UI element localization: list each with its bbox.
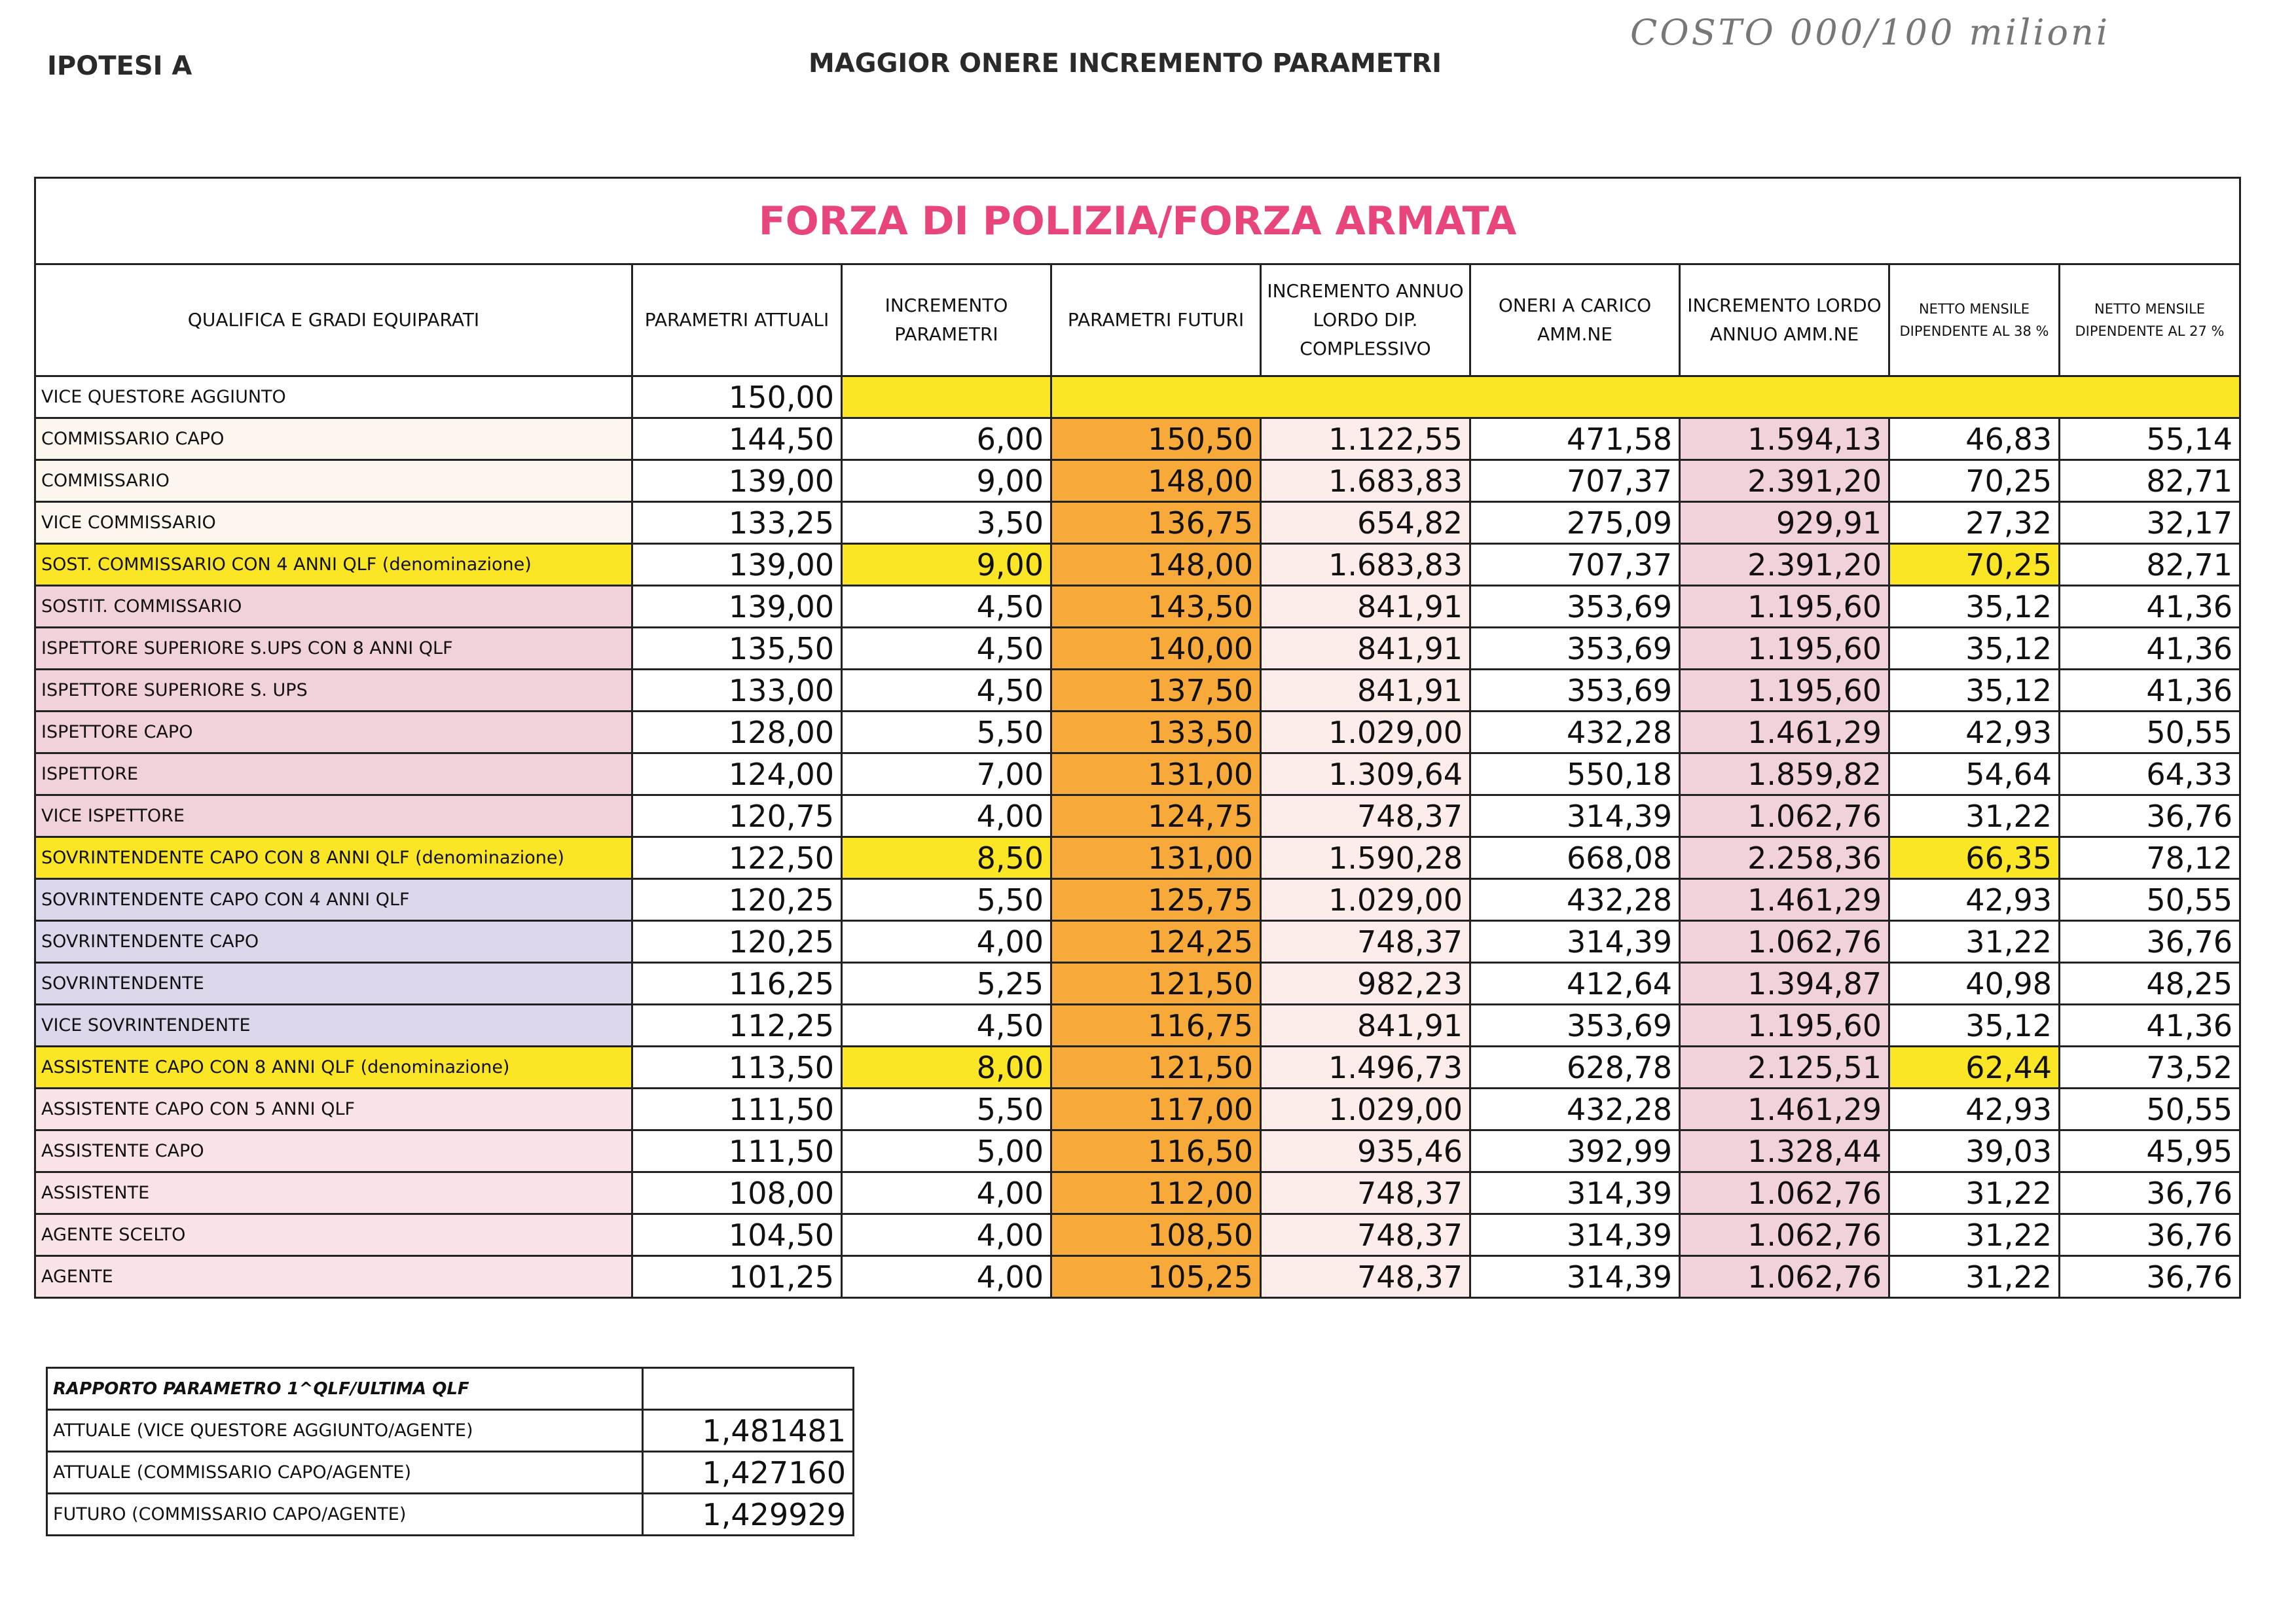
cell-netto-27: 41,36 xyxy=(2060,628,2240,670)
cell-netto-38: 31,22 xyxy=(1889,1172,2060,1214)
cell-netto-38: 35,12 xyxy=(1889,670,2060,712)
cell-qualifica: ASSISTENTE CAPO CON 5 ANNI QLF xyxy=(35,1089,632,1130)
cell-incremento-parametri: 7,00 xyxy=(842,753,1051,795)
cell-parametri-futuri: 131,00 xyxy=(1051,753,1261,795)
cell-incremento-annuo: 748,37 xyxy=(1261,1256,1470,1298)
cell-incremento-parametri: 9,00 xyxy=(842,544,1051,586)
cell-parametri-futuri: 140,00 xyxy=(1051,628,1261,670)
ratio-label: FUTURO (COMMISSARIO CAPO/AGENTE) xyxy=(47,1494,643,1536)
cell-netto-27: 55,14 xyxy=(2060,418,2240,460)
cell-netto-38: 39,03 xyxy=(1889,1130,2060,1172)
table-row xyxy=(35,544,2240,586)
table-row xyxy=(35,1256,2240,1298)
cell-incremento-annuo: 935,46 xyxy=(1261,1130,1470,1172)
table-row xyxy=(35,963,2240,1005)
cell-netto-27: 82,71 xyxy=(2060,460,2240,502)
cell-incremento-parametri: 5,50 xyxy=(842,1089,1051,1130)
cell-qualifica: SOVRINTENDENTE CAPO xyxy=(35,921,632,963)
cell-netto-38: 31,22 xyxy=(1889,1256,2060,1298)
cell-netto-27: 36,76 xyxy=(2060,1172,2240,1214)
col-header-oneri: ONERI A CARICO AMM.NE xyxy=(1470,264,1680,376)
ratio-value: 1,427160 xyxy=(643,1452,854,1494)
table-row xyxy=(35,1005,2240,1047)
cell-parametri-attuali: 133,25 xyxy=(632,502,842,544)
table-row xyxy=(35,921,2240,963)
cell-qualifica: SOVRINTENDENTE CAPO CON 8 ANNI QLF (denominazione) xyxy=(35,837,632,879)
cell-incremento-parametri xyxy=(842,376,1051,418)
table-row xyxy=(35,1172,2240,1214)
cell-parametri-attuali: 120,75 xyxy=(632,795,842,837)
cell-parametri-attuali: 139,00 xyxy=(632,544,842,586)
cell-incremento-annuo: 1.029,00 xyxy=(1261,712,1470,753)
cell-netto-27: 32,17 xyxy=(2060,502,2240,544)
cell-incremento-annuo: 1.496,73 xyxy=(1261,1047,1470,1089)
cell-parametri-futuri: 124,25 xyxy=(1051,921,1261,963)
ratio-value: 1,429929 xyxy=(643,1494,854,1536)
cell-incremento-lordo: 1.195,60 xyxy=(1680,670,1889,712)
cell-parametri-attuali: 122,50 xyxy=(632,837,842,879)
cell-incremento-parametri: 4,50 xyxy=(842,586,1051,628)
cell-oneri: 628,78 xyxy=(1470,1047,1680,1089)
cell-incremento-parametri: 4,50 xyxy=(842,1005,1051,1047)
cell-oneri: 314,39 xyxy=(1470,1256,1680,1298)
cell-oneri: 412,64 xyxy=(1470,963,1680,1005)
cell-incremento-lordo: 2.391,20 xyxy=(1680,544,1889,586)
ratio-value: 1,481481 xyxy=(643,1410,854,1452)
cell-netto-38: 42,93 xyxy=(1889,712,2060,753)
cell-netto-27: 78,12 xyxy=(2060,837,2240,879)
cell-oneri: 707,37 xyxy=(1470,460,1680,502)
cell-oneri: 314,39 xyxy=(1470,1214,1680,1256)
cell-netto-27: 50,55 xyxy=(2060,712,2240,753)
cell-qualifica: VICE COMMISSARIO xyxy=(35,502,632,544)
cell-incremento-lordo: 1.195,60 xyxy=(1680,1005,1889,1047)
cell-netto-38: 66,35 xyxy=(1889,837,2060,879)
cell-parametri-attuali: 120,25 xyxy=(632,921,842,963)
table-row xyxy=(35,670,2240,712)
cell-incremento-annuo: 1.590,28 xyxy=(1261,837,1470,879)
col-header-netto-27: NETTO MENSILE DIPENDENTE AL 27 % xyxy=(2060,264,2240,376)
cell-netto-27: 41,36 xyxy=(2060,586,2240,628)
table-row xyxy=(35,1130,2240,1172)
col-header-netto-38: NETTO MENSILE DIPENDENTE AL 38 % xyxy=(1889,264,2060,376)
cell-qualifica: SOVRINTENDENTE xyxy=(35,963,632,1005)
cell-netto-27: 41,36 xyxy=(2060,670,2240,712)
cell-parametri-futuri: 105,25 xyxy=(1051,1256,1261,1298)
cell-incremento-annuo: 1.683,83 xyxy=(1261,544,1470,586)
cell-oneri: 471,58 xyxy=(1470,418,1680,460)
cell-parametri-futuri: 133,50 xyxy=(1051,712,1261,753)
cell-incremento-annuo: 1.029,00 xyxy=(1261,879,1470,921)
cell-incremento-parametri: 5,50 xyxy=(842,712,1051,753)
cell-incremento-annuo: 1.122,55 xyxy=(1261,418,1470,460)
page-center-title: MAGGIOR ONERE INCREMENTO PARAMETRI xyxy=(809,48,1442,79)
cell-qualifica: AGENTE SCELTO xyxy=(35,1214,632,1256)
ratio-heading: RAPPORTO PARAMETRO 1^QLF/ULTIMA QLF xyxy=(47,1368,643,1410)
cell-parametri-futuri: 108,50 xyxy=(1051,1214,1261,1256)
cell-netto-27: 36,76 xyxy=(2060,921,2240,963)
cell-netto-27: 64,33 xyxy=(2060,753,2240,795)
cell-incremento-annuo: 982,23 xyxy=(1261,963,1470,1005)
cell-netto-38: 70,25 xyxy=(1889,544,2060,586)
cell-incremento-annuo: 748,37 xyxy=(1261,921,1470,963)
cell-incremento-parametri: 4,00 xyxy=(842,1172,1051,1214)
cell-qualifica: AGENTE xyxy=(35,1256,632,1298)
cell-netto-38: 54,64 xyxy=(1889,753,2060,795)
cell-parametri-attuali: 111,50 xyxy=(632,1089,842,1130)
cell-netto-38: 35,12 xyxy=(1889,628,2060,670)
cell-incremento-annuo: 1.029,00 xyxy=(1261,1089,1470,1130)
cell-qualifica: COMMISSARIO xyxy=(35,460,632,502)
cell-incremento-parametri: 4,50 xyxy=(842,670,1051,712)
cell-oneri: 432,28 xyxy=(1470,879,1680,921)
cell-incremento-annuo: 841,91 xyxy=(1261,1005,1470,1047)
cell-netto-38: 46,83 xyxy=(1889,418,2060,460)
cell-oneri: 353,69 xyxy=(1470,670,1680,712)
cell-parametri-futuri: 112,00 xyxy=(1051,1172,1261,1214)
cell-oneri: 314,39 xyxy=(1470,921,1680,963)
cell-incremento-lordo: 2.258,36 xyxy=(1680,837,1889,879)
cell-incremento-lordo: 1.594,13 xyxy=(1680,418,1889,460)
col-header-parametri-futuri: PARAMETRI FUTURI xyxy=(1051,264,1261,376)
ratio-label: ATTUALE (COMMISSARIO CAPO/AGENTE) xyxy=(47,1452,643,1494)
col-header-incremento-annuo: INCREMENTO ANNUO LORDO DIP. COMPLESSIVO xyxy=(1261,264,1470,376)
cell-netto-27: 48,25 xyxy=(2060,963,2240,1005)
table-title: FORZA DI POLIZIA/FORZA ARMATA xyxy=(35,178,2240,264)
col-header-parametri-attuali: PARAMETRI ATTUALI xyxy=(632,264,842,376)
cell-incremento-parametri: 4,00 xyxy=(842,1256,1051,1298)
cell-incremento-annuo: 748,37 xyxy=(1261,795,1470,837)
cell-parametri-attuali: 116,25 xyxy=(632,963,842,1005)
cell-qualifica: VICE SOVRINTENDENTE xyxy=(35,1005,632,1047)
cell-oneri: 353,69 xyxy=(1470,1005,1680,1047)
cell-netto-27: 50,55 xyxy=(2060,1089,2240,1130)
col-header-qualifica: QUALIFICA E GRADI EQUIPARATI xyxy=(35,264,632,376)
cell-netto-38: 31,22 xyxy=(1889,921,2060,963)
cell-netto-38: 35,12 xyxy=(1889,1005,2060,1047)
table-row xyxy=(35,837,2240,879)
cell-parametri-attuali: 112,25 xyxy=(632,1005,842,1047)
cell-qualifica: ASSISTENTE xyxy=(35,1172,632,1214)
cell-netto-38: 27,32 xyxy=(1889,502,2060,544)
cell-parametri-attuali: 108,00 xyxy=(632,1172,842,1214)
cell-parametri-futuri: 121,50 xyxy=(1051,963,1261,1005)
cell-incremento-lordo: 1.062,76 xyxy=(1680,1172,1889,1214)
cell-oneri: 432,28 xyxy=(1470,1089,1680,1130)
cell-oneri: 668,08 xyxy=(1470,837,1680,879)
cell-parametri-attuali: 135,50 xyxy=(632,628,842,670)
cell-incremento-annuo: 748,37 xyxy=(1261,1214,1470,1256)
cell-incremento-lordo: 1.062,76 xyxy=(1680,1214,1889,1256)
cell-incremento-annuo: 748,37 xyxy=(1261,1172,1470,1214)
cell-incremento-lordo: 2.125,51 xyxy=(1680,1047,1889,1089)
cell-qualifica: ISPETTORE xyxy=(35,753,632,795)
cell-qualifica: VICE ISPETTORE xyxy=(35,795,632,837)
cell-incremento-parametri: 4,50 xyxy=(842,628,1051,670)
cell-qualifica: COMMISSARIO CAPO xyxy=(35,418,632,460)
cell-incremento-lordo: 1.461,29 xyxy=(1680,712,1889,753)
ratio-table xyxy=(46,1367,854,1536)
cell-parametri-attuali: 139,00 xyxy=(632,460,842,502)
cell-incremento-parametri: 4,00 xyxy=(842,921,1051,963)
cell-netto-38: 31,22 xyxy=(1889,1214,2060,1256)
cell-incremento-parametri: 8,00 xyxy=(842,1047,1051,1089)
cell-incremento-parametri: 4,00 xyxy=(842,1214,1051,1256)
cell-incremento-parametri: 9,00 xyxy=(842,460,1051,502)
cell-qualifica: ISPETTORE SUPERIORE S. UPS xyxy=(35,670,632,712)
cell-incremento-parametri: 5,50 xyxy=(842,879,1051,921)
cell-parametri-attuali: 128,00 xyxy=(632,712,842,753)
cell-parametri-futuri: 148,00 xyxy=(1051,544,1261,586)
cell-oneri: 353,69 xyxy=(1470,586,1680,628)
cell-oneri: 707,37 xyxy=(1470,544,1680,586)
cell-parametri-attuali: 144,50 xyxy=(632,418,842,460)
cell-netto-38: 35,12 xyxy=(1889,586,2060,628)
table-row xyxy=(35,418,2240,460)
cell-incremento-parametri: 4,00 xyxy=(842,795,1051,837)
cell-qualifica: ASSISTENTE CAPO CON 8 ANNI QLF (denominazione) xyxy=(35,1047,632,1089)
cell-parametri-futuri: 116,75 xyxy=(1051,1005,1261,1047)
table-row xyxy=(35,502,2240,544)
cell-incremento-annuo: 841,91 xyxy=(1261,586,1470,628)
table-row xyxy=(35,586,2240,628)
cell-incremento-lordo: 1.394,87 xyxy=(1680,963,1889,1005)
cell-parametri-attuali: 133,00 xyxy=(632,670,842,712)
cell-incremento-annuo: 654,82 xyxy=(1261,502,1470,544)
cell-netto-27: 41,36 xyxy=(2060,1005,2240,1047)
cell-incremento-lordo: 1.062,76 xyxy=(1680,795,1889,837)
table-row xyxy=(35,795,2240,837)
cell-parametri-attuali: 124,00 xyxy=(632,753,842,795)
cell-incremento-annuo: 1.683,83 xyxy=(1261,460,1470,502)
cell-parametri-futuri: 131,00 xyxy=(1051,837,1261,879)
cell-incremento-parametri: 5,00 xyxy=(842,1130,1051,1172)
cell-incremento-annuo: 841,91 xyxy=(1261,628,1470,670)
cell-incremento-lordo: 1.859,82 xyxy=(1680,753,1889,795)
cell-incremento-parametri: 6,00 xyxy=(842,418,1051,460)
cell-netto-38: 70,25 xyxy=(1889,460,2060,502)
table-row xyxy=(35,879,2240,921)
table-row xyxy=(35,628,2240,670)
cell-parametri-futuri: 148,00 xyxy=(1051,460,1261,502)
handwritten-note: COSTO 000/100 milioni xyxy=(1630,12,2111,53)
col-header-incremento-lordo: INCREMENTO LORDO ANNUO AMM.NE xyxy=(1680,264,1889,376)
cell-parametri-futuri: 124,75 xyxy=(1051,795,1261,837)
cell-parametri-attuali: 139,00 xyxy=(632,586,842,628)
cell-oneri: 432,28 xyxy=(1470,712,1680,753)
cell-incremento-parametri: 8,50 xyxy=(842,837,1051,879)
cell-netto-27: 50,55 xyxy=(2060,879,2240,921)
cell-netto-27: 36,76 xyxy=(2060,1214,2240,1256)
cell-qualifica: SOST. COMMISSARIO CON 4 ANNI QLF (denominazione) xyxy=(35,544,632,586)
col-header-incremento-parametri: INCREMENTO PARAMETRI xyxy=(842,264,1051,376)
ratio-heading-blank xyxy=(643,1368,854,1410)
cell-netto-27: 36,76 xyxy=(2060,1256,2240,1298)
table-row xyxy=(35,753,2240,795)
cell-parametri-futuri: 121,50 xyxy=(1051,1047,1261,1089)
table-row xyxy=(35,1089,2240,1130)
cell-incremento-lordo: 1.461,29 xyxy=(1680,879,1889,921)
cell-incremento-lordo: 1.195,60 xyxy=(1680,628,1889,670)
cell-oneri: 314,39 xyxy=(1470,1172,1680,1214)
cell-netto-38: 31,22 xyxy=(1889,795,2060,837)
cell-parametri-attuali: 150,00 xyxy=(632,376,842,418)
cell-parametri-attuali: 111,50 xyxy=(632,1130,842,1172)
cell-incremento-lordo: 1.461,29 xyxy=(1680,1089,1889,1130)
cell-incremento-lordo: 1.062,76 xyxy=(1680,1256,1889,1298)
cell-qualifica: ISPETTORE CAPO xyxy=(35,712,632,753)
cell-parametri-futuri: 117,00 xyxy=(1051,1089,1261,1130)
table-row xyxy=(35,376,2240,418)
table-body xyxy=(35,376,2240,1298)
cell-parametri-attuali: 113,50 xyxy=(632,1047,842,1089)
ratio-label: ATTUALE (VICE QUESTORE AGGIUNTO/AGENTE) xyxy=(47,1410,643,1452)
cell-netto-38: 40,98 xyxy=(1889,963,2060,1005)
cell-qualifica: SOSTIT. COMMISSARIO xyxy=(35,586,632,628)
cell-parametri-attuali: 120,25 xyxy=(632,879,842,921)
cell-parametri-futuri: 136,75 xyxy=(1051,502,1261,544)
cell-netto-27: 82,71 xyxy=(2060,544,2240,586)
parameters-table xyxy=(34,177,2241,1299)
cell-parametri-futuri: 143,50 xyxy=(1051,586,1261,628)
cell-incremento-lordo: 1.328,44 xyxy=(1680,1130,1889,1172)
cell-netto-27: 73,52 xyxy=(2060,1047,2240,1089)
cell-parametri-futuri: 125,75 xyxy=(1051,879,1261,921)
cell-incremento-parametri: 5,25 xyxy=(842,963,1051,1005)
cell-highlight-band xyxy=(1051,376,2240,418)
cell-parametri-attuali: 101,25 xyxy=(632,1256,842,1298)
cell-netto-27: 45,95 xyxy=(2060,1130,2240,1172)
cell-parametri-futuri: 137,50 xyxy=(1051,670,1261,712)
table-row xyxy=(35,1047,2240,1089)
cell-incremento-lordo: 1.195,60 xyxy=(1680,586,1889,628)
cell-netto-38: 62,44 xyxy=(1889,1047,2060,1089)
cell-oneri: 314,39 xyxy=(1470,795,1680,837)
cell-oneri: 275,09 xyxy=(1470,502,1680,544)
cell-netto-38: 42,93 xyxy=(1889,879,2060,921)
table-row xyxy=(35,1214,2240,1256)
cell-qualifica: SOVRINTENDENTE CAPO CON 4 ANNI QLF xyxy=(35,879,632,921)
cell-parametri-futuri: 116,50 xyxy=(1051,1130,1261,1172)
cell-incremento-lordo: 2.391,20 xyxy=(1680,460,1889,502)
cell-incremento-lordo: 929,91 xyxy=(1680,502,1889,544)
cell-qualifica: ISPETTORE SUPERIORE S.UPS CON 8 ANNI QLF xyxy=(35,628,632,670)
cell-oneri: 392,99 xyxy=(1470,1130,1680,1172)
cell-incremento-parametri: 3,50 xyxy=(842,502,1051,544)
cell-qualifica: ASSISTENTE CAPO xyxy=(35,1130,632,1172)
cell-incremento-annuo: 1.309,64 xyxy=(1261,753,1470,795)
cell-incremento-lordo: 1.062,76 xyxy=(1680,921,1889,963)
cell-netto-27: 36,76 xyxy=(2060,795,2240,837)
table-row xyxy=(35,712,2240,753)
cell-incremento-annuo: 841,91 xyxy=(1261,670,1470,712)
cell-parametri-futuri: 150,50 xyxy=(1051,418,1261,460)
table-row xyxy=(35,460,2240,502)
cell-oneri: 353,69 xyxy=(1470,628,1680,670)
page-left-title: IPOTESI A xyxy=(47,51,192,81)
cell-netto-38: 42,93 xyxy=(1889,1089,2060,1130)
cell-qualifica: VICE QUESTORE AGGIUNTO xyxy=(35,376,632,418)
cell-parametri-attuali: 104,50 xyxy=(632,1214,842,1256)
cell-oneri: 550,18 xyxy=(1470,753,1680,795)
